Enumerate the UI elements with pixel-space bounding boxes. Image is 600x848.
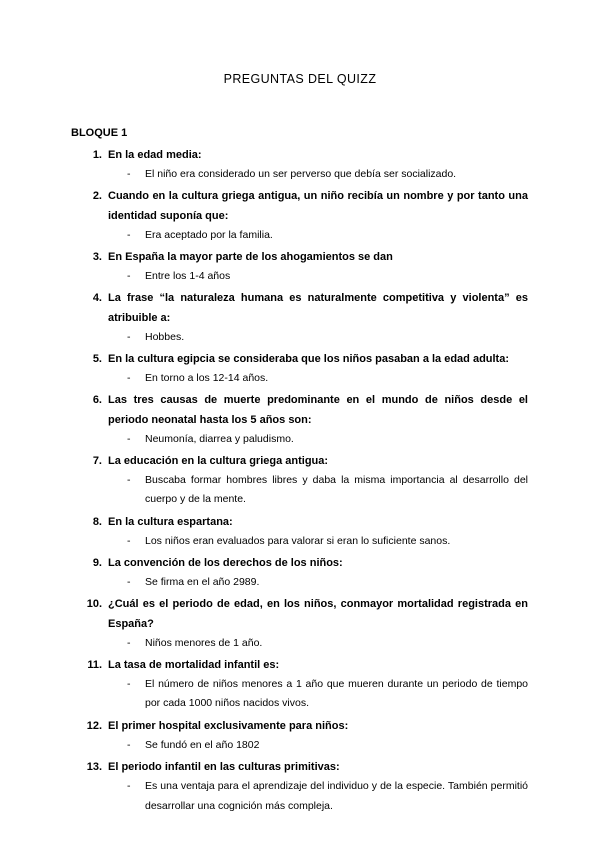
question-number: 5. <box>92 353 102 366</box>
question-text: La convención de los derechos de los niños: <box>108 557 343 570</box>
bullet-dash: - <box>127 372 131 385</box>
bullet-dash: - <box>127 432 131 445</box>
answer-text: Se firma en el año 2989. <box>145 576 260 589</box>
question-text: La tasa de mortalidad infantil es: <box>108 659 280 672</box>
question-item <box>0 289 600 347</box>
bullet-dash: - <box>127 168 131 181</box>
bullet-dash: - <box>127 780 131 793</box>
question-text: El primer hospital exclusivamente para niños: <box>108 719 349 732</box>
question-text: En la cultura espartana: <box>108 515 233 528</box>
question-number: 9. <box>92 557 102 570</box>
answer-text: Es una ventaja para el aprendizaje del individuo y de la especie. También permitió desarrollar una cognición más compleja. <box>145 780 528 812</box>
question-item <box>0 513 600 551</box>
question-number: 7. <box>92 455 102 468</box>
answer-text: Buscaba formar hombres libres y daba la misma importancia al desarrollo del cuerpo y de la mente. <box>145 474 528 506</box>
question-item <box>0 391 600 449</box>
answer-item <box>0 471 600 509</box>
question-number: 2. <box>92 190 102 203</box>
answer-item <box>0 165 600 184</box>
answer-item <box>0 777 600 815</box>
answer-item <box>0 369 600 388</box>
question-text: El periodo infantil en las culturas primitivas: <box>108 761 340 774</box>
question-number: 6. <box>92 394 102 407</box>
question-item <box>0 350 600 388</box>
answer-item <box>0 430 600 449</box>
question-number: 3. <box>92 251 102 264</box>
bullet-dash: - <box>127 636 131 649</box>
question-text: En la edad media: <box>108 149 202 161</box>
question-item <box>0 595 600 653</box>
bullet-dash: - <box>127 228 131 241</box>
question-text: La educación en la cultura griega antigua: <box>108 455 329 468</box>
question-item <box>0 187 600 245</box>
bullet-dash: - <box>127 474 131 487</box>
bullet-dash: - <box>127 738 131 751</box>
answer-item <box>0 573 600 592</box>
answer-text: Entre los 1-4 años <box>145 270 231 283</box>
question-list <box>0 146 600 819</box>
question-number: 11. <box>87 659 102 672</box>
bullet-dash: - <box>127 576 131 589</box>
question-item <box>0 656 600 714</box>
question-item <box>0 554 600 592</box>
page-title: PREGUNTAS DEL QUIZZ <box>223 72 377 86</box>
answer-text: Era aceptado por la familia. <box>145 228 273 241</box>
question-text: ¿Cuál es el periodo de edad, en los niños, conmayor mortalidad registrada en España? <box>108 598 528 630</box>
bullet-dash: - <box>127 270 131 283</box>
question-item <box>0 146 600 184</box>
question-item <box>0 452 600 510</box>
block-heading: BLOQUE 1 <box>71 127 128 139</box>
question-number: 13. <box>86 761 102 774</box>
bullet-dash: - <box>127 678 131 691</box>
question-item <box>0 248 600 286</box>
bullet-dash: - <box>127 534 131 547</box>
answer-text: Los niños eran evaluados para valorar si eran lo suficiente sanos. <box>145 534 451 547</box>
question-text: La frase “la naturaleza humana es naturalmente competitiva y violenta” es atribuible a: <box>108 292 528 324</box>
question-text: En España la mayor parte de los ahogamientos se dan <box>108 251 393 264</box>
answer-text: En torno a los 12-14 años. <box>145 372 269 385</box>
answer-text: Niños menores de 1 año. <box>145 636 263 649</box>
question-text: En la cultura egipcia se consideraba que los niños pasaban a la edad adulta: <box>108 353 510 366</box>
answer-item <box>0 675 600 713</box>
answer-item <box>0 226 600 245</box>
answer-item <box>0 328 600 347</box>
question-item <box>0 717 600 755</box>
bullet-dash: - <box>127 330 131 343</box>
answer-item <box>0 634 600 653</box>
question-number: 8. <box>92 515 102 528</box>
answer-item <box>0 267 600 286</box>
question-number: 12. <box>86 719 102 732</box>
question-item <box>0 758 600 816</box>
answer-item <box>0 736 600 755</box>
answer-text: Se fundó en el año 1802 <box>145 738 260 751</box>
answer-text: Hobbes. <box>145 330 185 343</box>
question-number: 1. <box>92 149 102 161</box>
question-text: Cuando en la cultura griega antigua, un niño recibía un nombre y por tanto una identidad suponía que: <box>108 190 528 222</box>
question-text: Las tres causas de muerte predominante en el mundo de niños desde el periodo neonatal hasta los 5 años son: <box>108 394 528 426</box>
answer-text: Neumonía, diarrea y paludismo. <box>145 432 294 445</box>
answer-text: El número de niños menores a 1 año que mueren durante un periodo de tiempo por cada 1000 niños nacidos vivos. <box>145 678 528 710</box>
answer-item <box>0 532 600 551</box>
question-number: 10. <box>86 598 102 611</box>
answer-text: El niño era considerado un ser perverso que debía ser socializado. <box>145 168 457 181</box>
question-number: 4. <box>92 292 102 305</box>
